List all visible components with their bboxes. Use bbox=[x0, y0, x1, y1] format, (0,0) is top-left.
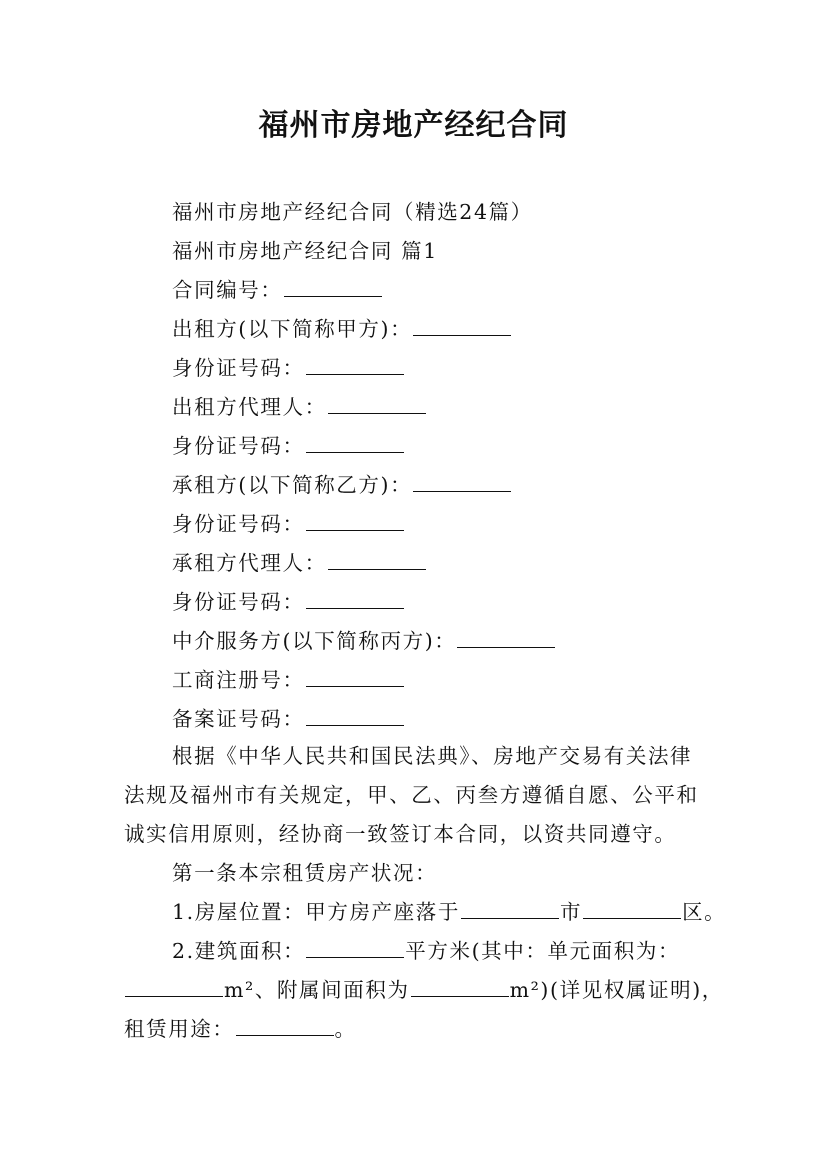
fill-blank bbox=[328, 395, 426, 414]
field-label: 身份证号码： bbox=[172, 590, 305, 614]
item-text: 1.房屋位置：甲方房产座落于 bbox=[172, 900, 460, 924]
paragraph-line: 诚实信用原则，经协商一致签订本合同，以资共同遵守。 bbox=[124, 822, 677, 846]
article-heading: 第一条本宗租赁房产状况： bbox=[172, 861, 438, 885]
fill-blank bbox=[306, 434, 404, 453]
fill-blank bbox=[306, 512, 404, 531]
item-location bbox=[172, 898, 726, 926]
paragraph-line: 根据《中华人民共和国民法典》、房地产交易有关法律 bbox=[172, 744, 693, 768]
field-lessee-id bbox=[172, 510, 405, 538]
fill-blank bbox=[457, 629, 555, 648]
field-label: 承租方(以下简称乙方)： bbox=[172, 473, 413, 497]
field-contract-number bbox=[172, 276, 383, 304]
item-area-cont bbox=[124, 976, 724, 1004]
field-lessee bbox=[172, 471, 512, 499]
field-intermediary bbox=[172, 627, 556, 655]
fill-blank bbox=[284, 278, 382, 297]
field-filing-number bbox=[172, 705, 405, 733]
field-label: 身份证号码： bbox=[172, 512, 305, 536]
document-title: 福州市房地产经纪合同 bbox=[258, 108, 569, 143]
item-text: 市 bbox=[559, 900, 583, 924]
section-heading: 福州市房地产经纪合同 篇1 bbox=[172, 239, 438, 263]
item-text: m²、附属间面积为 bbox=[224, 978, 410, 1002]
paragraph-line: 法规及福州市有关规定，甲、乙、丙叁方遵循自愿、公平和 bbox=[124, 783, 699, 807]
fill-blank bbox=[306, 356, 404, 375]
fill-blank bbox=[306, 590, 404, 609]
fill-blank bbox=[411, 978, 509, 997]
field-label: 备案证号码： bbox=[172, 707, 305, 731]
fill-blank bbox=[306, 707, 404, 726]
subtitle: 福州市房地产经纪合同（精选24篇） bbox=[172, 200, 533, 224]
item-text: 。 bbox=[334, 1017, 357, 1041]
fill-blank bbox=[328, 551, 426, 570]
field-lessor-agent-id bbox=[172, 432, 405, 460]
field-lessor-agent bbox=[172, 393, 427, 421]
field-business-registration bbox=[172, 666, 405, 694]
field-label: 出租方代理人： bbox=[172, 395, 327, 419]
item-usage bbox=[124, 1015, 357, 1043]
field-label: 承租方代理人： bbox=[172, 551, 327, 575]
item-text: 2.建筑面积： bbox=[172, 939, 306, 963]
fill-blank bbox=[413, 473, 511, 492]
field-label: 工商注册号： bbox=[172, 668, 305, 692]
fill-blank bbox=[461, 900, 559, 919]
fill-blank bbox=[583, 900, 681, 919]
fill-blank bbox=[413, 317, 511, 336]
field-lessor-id bbox=[172, 354, 405, 382]
item-text: 租赁用途： bbox=[124, 1017, 235, 1041]
field-label: 中介服务方(以下简称丙方)： bbox=[172, 629, 457, 653]
item-area bbox=[172, 937, 680, 965]
fill-blank bbox=[306, 939, 404, 958]
item-text: m²)(详见权属证明)， bbox=[509, 978, 724, 1002]
fill-blank bbox=[236, 1017, 334, 1036]
item-text: 平方米(其中：单元面积为： bbox=[405, 939, 681, 963]
field-lessee-agent bbox=[172, 549, 427, 577]
field-label: 出租方(以下简称甲方)： bbox=[172, 317, 413, 341]
fill-blank bbox=[125, 978, 223, 997]
fill-blank bbox=[306, 668, 404, 687]
item-text: 区。 bbox=[682, 900, 727, 924]
field-label: 身份证号码： bbox=[172, 434, 305, 458]
field-lessor bbox=[172, 315, 512, 343]
field-label: 身份证号码： bbox=[172, 356, 305, 380]
field-label: 合同编号： bbox=[172, 278, 283, 302]
field-lessee-agent-id bbox=[172, 588, 405, 616]
